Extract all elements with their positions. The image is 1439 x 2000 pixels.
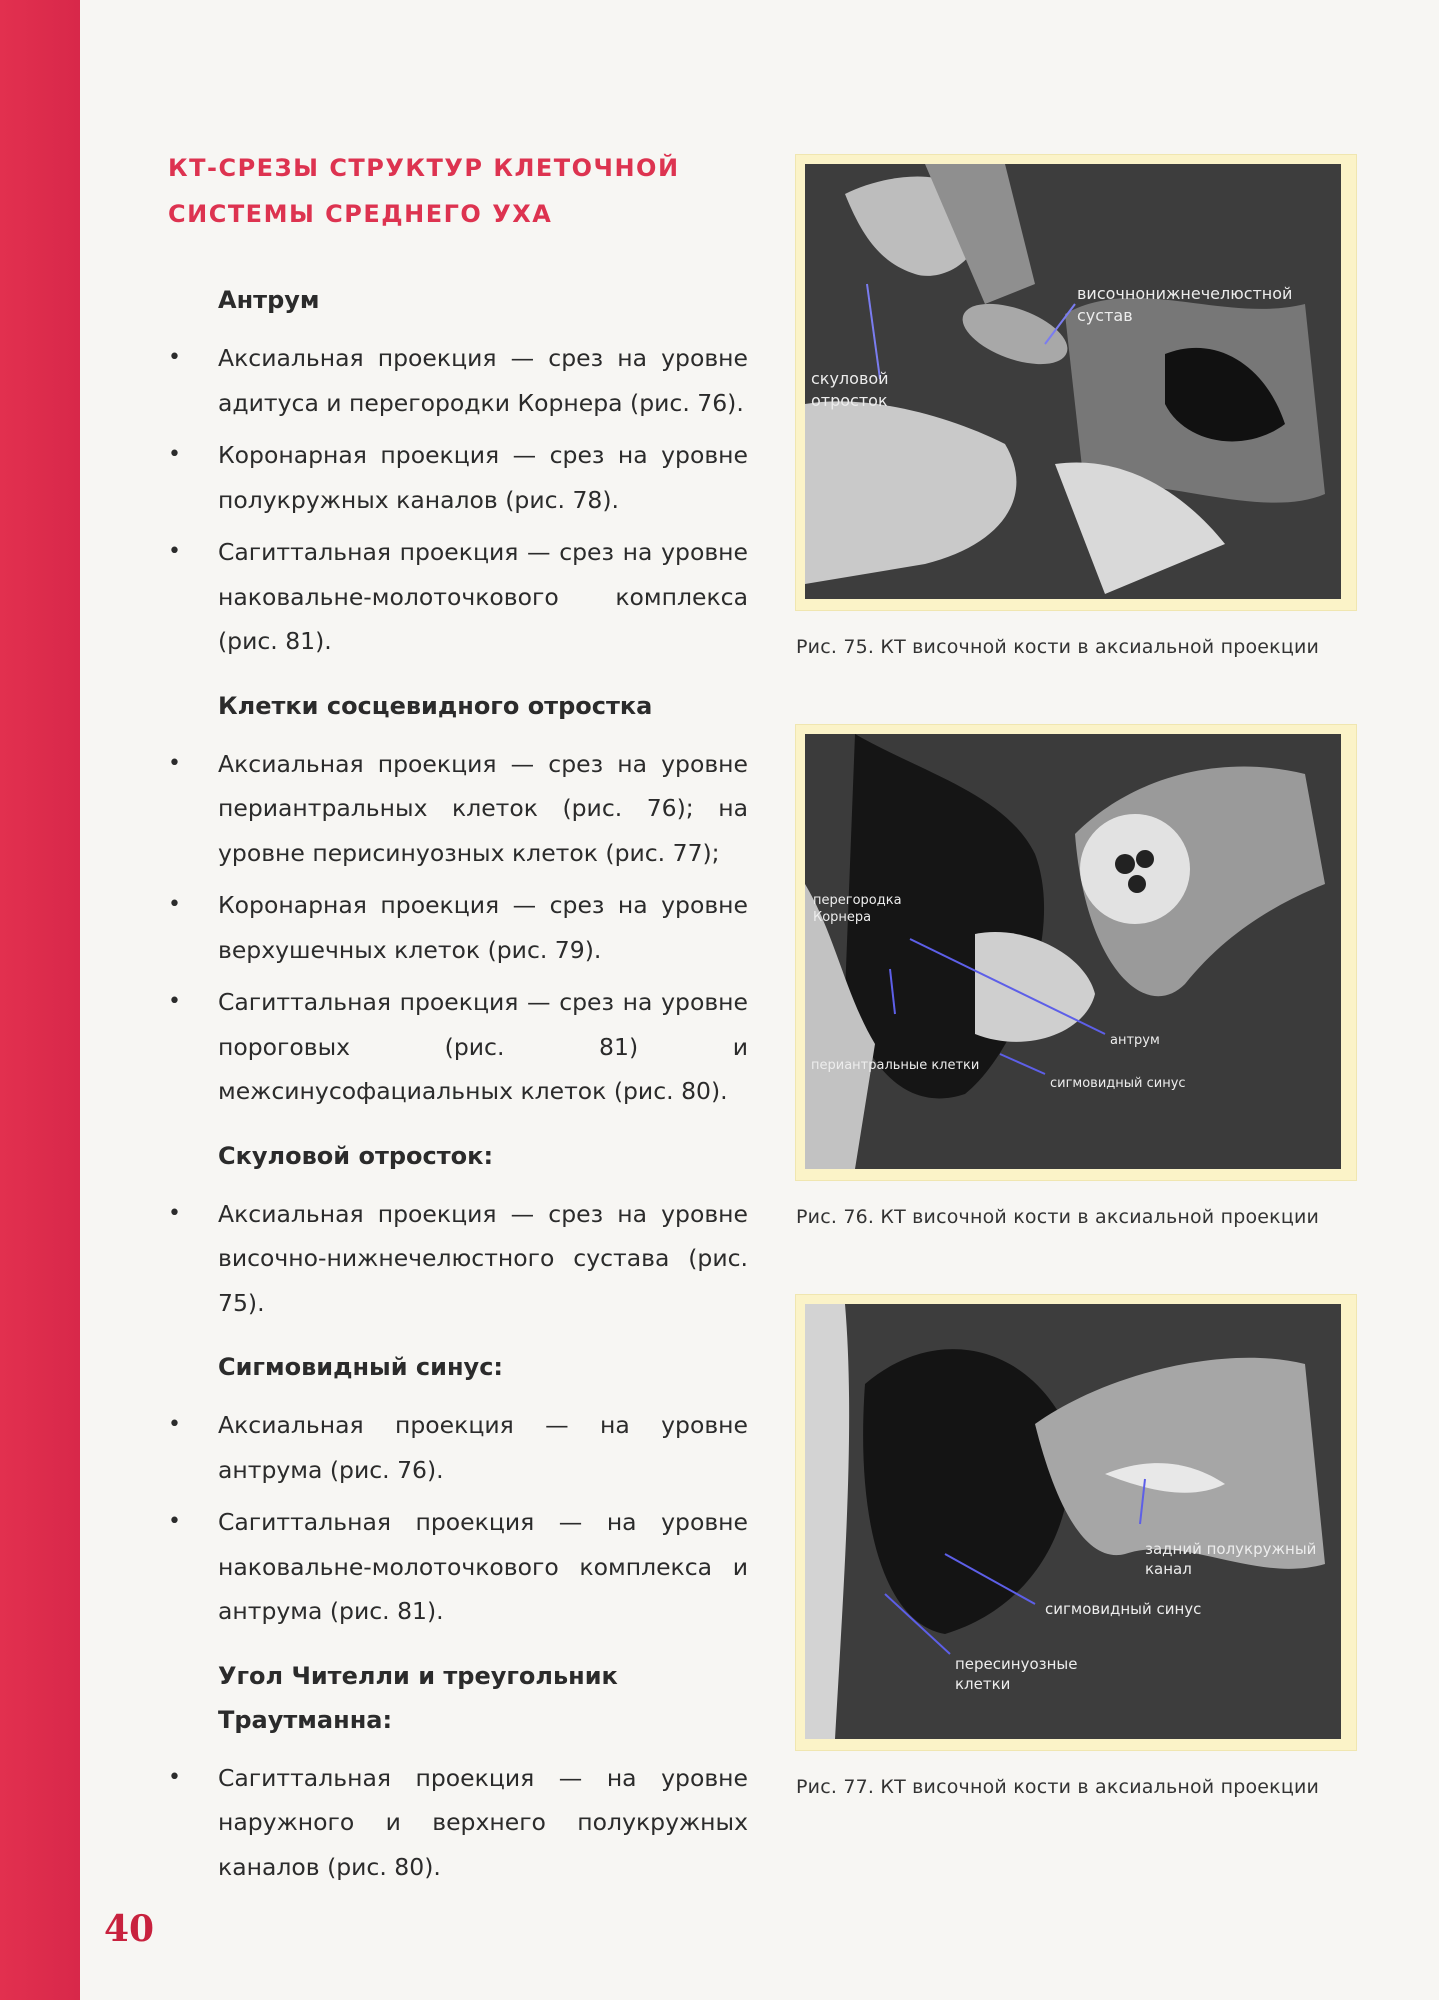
figure-76	[796, 725, 1366, 1228]
image-frame	[796, 155, 1356, 610]
bullet-item: • Коронарная проекция — срез на уровне полукружных каналов (рис. 78).	[168, 433, 748, 522]
page-number: 40	[104, 1908, 155, 1950]
bullet-item: • Аксиальная проекция — на уровне антрума (рис. 76).	[168, 1403, 748, 1492]
ct-label: височнонижнечелюстной	[1077, 284, 1293, 303]
section-antrum	[168, 278, 748, 664]
side-color-band	[0, 0, 80, 2000]
page-heading	[168, 145, 688, 237]
bullet-item: • Сагиттальная проекция — срез на уровне пороговых (рис. 81) и межсинусофациальных клеток (рис. 80).	[168, 980, 748, 1114]
bullet-item: • Коронарная проекция — срез на уровне верхушечных клеток (рис. 79).	[168, 883, 748, 972]
section-title: Сигмовидный синус:	[218, 1353, 504, 1381]
ct-label: задний полукружный	[1145, 1540, 1317, 1558]
section-zygomatic	[168, 1134, 748, 1326]
bullet-list	[168, 742, 748, 1114]
bullet-item: • Сагиттальная проекция — срез на уровне наковальне-молоточкового комплекса (рис. 81).	[168, 530, 748, 664]
bullet-list	[168, 1192, 748, 1326]
bullet-item: • Аксиальная проекция — срез на уровне периантральных клеток (рис. 76); на уровне перисинуозных клеток (рис. 77);	[168, 742, 748, 876]
section-citelli	[168, 1654, 748, 1890]
heading-line-2: СИСТЕМЫ СРЕДНЕГО УХА	[168, 200, 553, 228]
section-title: Клетки сосцевидного отростка	[218, 691, 653, 720]
ct-label: сигмовидный синус	[1050, 1076, 1186, 1091]
section-mastoid-cells	[168, 684, 748, 1114]
figure-caption: Рис. 75. КТ височной кости в аксиальной проекции	[796, 636, 1320, 658]
section-title: Антрум	[218, 286, 320, 314]
text-column	[168, 278, 748, 1909]
ct-scan-image	[805, 734, 1341, 1169]
bullet-item: • Сагиттальная проекция — на уровне наружного и верхнего полукружных каналов (рис. 80).	[168, 1756, 748, 1890]
ct-label: скуловой	[811, 369, 889, 388]
bullet-item: • Аксиальная проекция — срез на уровне височно-нижнечелюстного сустава (рис. 75).	[168, 1192, 748, 1326]
ct-scan-image	[805, 164, 1341, 599]
heading-line-1: КТ-СРЕЗЫ СТРУКТУР КЛЕТОЧНОЙ	[168, 154, 680, 182]
ct-label: сигмовидный синус	[1045, 1600, 1202, 1618]
ct-label: перегородка	[813, 893, 902, 908]
ct-label: периантральные клетки	[811, 1058, 980, 1073]
image-frame	[796, 1295, 1356, 1750]
figure-caption: Рис. 77. КТ височной кости в аксиальной проекции	[796, 1776, 1320, 1798]
bullet-item: • Аксиальная проекция — срез на уровне адитуса и перегородки Корнера (рис. 76).	[168, 336, 748, 425]
figure-caption: Рис. 76. КТ височной кости в аксиальной проекции	[796, 1206, 1320, 1228]
bullet-list	[168, 336, 748, 664]
section-title: Угол Чителли и треугольник Траутманна:	[218, 1661, 618, 1734]
bullet-list	[168, 1403, 748, 1634]
ct-label: сустав	[1077, 306, 1133, 325]
bullet-list	[168, 1756, 748, 1890]
ct-label: Корнера	[813, 910, 872, 925]
ct-label: клетки	[955, 1675, 1011, 1693]
ct-label: отросток	[811, 391, 888, 410]
section-title: Скуловой отросток:	[218, 1141, 494, 1170]
ct-label: пересинуозные	[955, 1655, 1078, 1673]
figure-75	[796, 155, 1366, 658]
bullet-item: • Сагиттальная проекция — на уровне наковальне-молоточкового комплекса и антрума (рис. 81).	[168, 1500, 748, 1634]
ct-scan-image	[805, 1304, 1341, 1739]
ct-label: антрум	[1110, 1033, 1160, 1048]
figure-77	[796, 1295, 1366, 1798]
section-sigmoid	[168, 1345, 748, 1634]
ct-label: канал	[1145, 1560, 1192, 1578]
image-frame	[796, 725, 1356, 1180]
